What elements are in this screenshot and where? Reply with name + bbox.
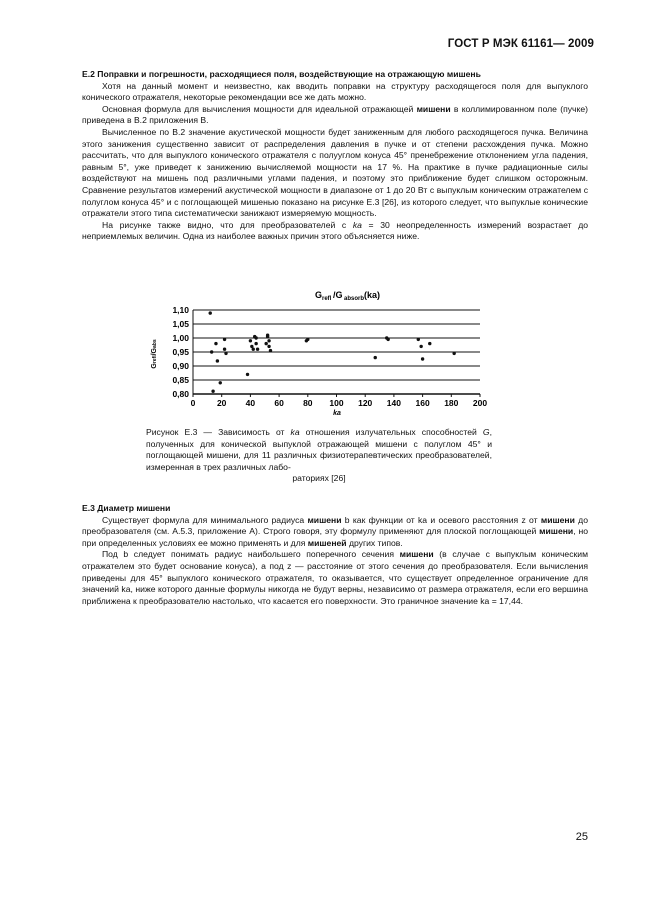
y-tick-label: 1,05 (172, 319, 189, 329)
x-tick-label: 180 (444, 398, 459, 408)
y-tick-label: 0,95 (172, 347, 189, 357)
data-point (254, 336, 257, 339)
text-run: = 30 неопределенность измерений возрастает до неприемлемых величин. Одна из наиболее важных причин этого объясняется ниже. (82, 219, 589, 242)
x-tick-label: 40 (245, 398, 256, 408)
x-axis-label: ka (333, 410, 341, 417)
svg-text:/G: /G (333, 290, 343, 300)
text-run: Существует формула для минимального радиуса (102, 514, 308, 525)
data-point (417, 338, 420, 341)
data-point (246, 373, 249, 376)
emphasis-term: мишени (416, 103, 451, 114)
emphasis-term: мишени (539, 526, 574, 537)
data-point (267, 345, 270, 348)
italic-term: G (482, 427, 490, 437)
text-run: до преобразователя (см. А.5.3, приложение А). Строго говоря, эту формулу применяют для плоской поглощающей (82, 514, 588, 537)
section-e3-paragraph-1 (82, 515, 588, 550)
data-point (264, 342, 267, 345)
y-axis-label: Grefl/Gabs (151, 339, 158, 369)
text-run: , но при определенных условиях ее можно применять и для (82, 526, 588, 548)
y-tick-label: 0,85 (172, 375, 189, 385)
data-point (266, 334, 269, 337)
svg-text:G: G (315, 290, 323, 300)
text-run: На рисунке также видно, что для преобразователей с (102, 219, 353, 230)
y-tick-label: 0,90 (172, 361, 189, 371)
svg-text:(ka): (ka) (364, 290, 381, 300)
scatter-chart (145, 282, 495, 420)
y-tick-label: 1,10 (172, 305, 189, 315)
section-e2-paragraph-2 (82, 104, 588, 127)
data-point (428, 342, 431, 345)
emphasis-term: мишени (307, 514, 342, 525)
data-point (267, 339, 270, 342)
y-tick-labels (172, 305, 189, 399)
section-e2 (82, 69, 588, 243)
svg-text:absorb: absorb (344, 296, 365, 302)
data-point (252, 348, 255, 351)
data-point (421, 357, 424, 360)
data-point (223, 338, 226, 341)
data-point (419, 345, 422, 348)
text-run: отношения излучательных способностей (299, 427, 483, 437)
emphasis-term: мишени (399, 549, 434, 560)
x-tick-label: 200 (472, 398, 488, 408)
text-run: (в случае с выпуклым коническим отражателем это будет основание конуса), а под z — расстояние от этого сечения до преобразователя. Если вычисления приведены для 45° выпуклого конического отражателя, то оказывается, что существует определенное ограничение для значений ka, ниже которого данные формулы никогда не будут верны, независимо от размера отражателя, если его вершина приближена к преобразователю настолько, что касается его поверхности. Это граничное значение ka = 17,44. (82, 549, 588, 606)
data-point (306, 338, 309, 341)
data-point (256, 348, 259, 351)
x-tick-label: 60 (274, 398, 284, 408)
section-e3-paragraph-2 (82, 549, 588, 607)
text-run: Рисунок Е.3 — Зависимость от (146, 427, 291, 437)
text-run: Основная формула для вычисления мощности для идеальной отражающей (102, 103, 417, 114)
chart-gridlines (193, 310, 480, 397)
data-point (210, 350, 213, 353)
x-tick-label: 100 (329, 398, 344, 408)
section-e2-paragraph-4 (82, 220, 588, 243)
text-run: других типов. (346, 537, 403, 548)
data-point (224, 352, 227, 355)
data-point (374, 356, 377, 359)
italic-term: ka (290, 427, 300, 437)
data-point (219, 381, 222, 384)
y-tick-label: 0,80 (172, 389, 189, 399)
text-run: , полученных для конической выпуклой отражающей мишени с полуглом 45° и поглощающей мишени, для 11 различных физиотерапевтических преобразователей, измеренная в трех различных лабо- (146, 427, 492, 472)
x-tick-label: 80 (303, 398, 313, 408)
svg-text:refl: refl (322, 296, 332, 302)
text-run: Под b следует понимать радиус наибольшего поперечного сечения (102, 549, 400, 560)
y-tick-label: 1,00 (172, 333, 189, 343)
emphasis-term: мишеней (307, 537, 347, 548)
data-point (386, 338, 389, 341)
x-tick-label: 20 (216, 398, 227, 408)
section-e3 (82, 503, 588, 607)
page-number: 25 (575, 831, 588, 843)
x-tick-label: 120 (358, 398, 373, 408)
data-point (269, 349, 272, 352)
x-tick-label: 0 (190, 398, 196, 408)
chart-title (315, 290, 380, 302)
section-e2-paragraph-1: Хотя на данный момент и неизвестно, как вводить поправки на структуру расходящегося поля для выпуклого конического отражателя, некоторые рекомендации все же дать можно. (82, 80, 588, 103)
data-point (223, 348, 226, 351)
italic-term: ka (352, 219, 362, 230)
x-tick-label: 140 (386, 398, 401, 408)
data-point (211, 390, 214, 393)
data-point (209, 311, 212, 314)
data-point (216, 359, 219, 362)
section-e2-paragraph-3: Вычисленное по В.2 значение акустической мощности будет заниженным для любого расходящегося пучка. Величина этого занижения существенно зависит от распределения давления в пучке и от степени расхождения пучка. Можно рассчитать, что для выпуклого конического отражателя с полууглом конуса 45° пренебрежение отклонением угла падения, равным 5°, уже приведет к занижению вычисляемой мощности на 17 %. На практике в пучке радиационные силы воздействуют на мишень под различными углами падения, и поэтому это приближение будет слишком осторожным. Сравнение результатов измерений акустической мощности в диапазоне от 1 до 20 Вт с выпуклым коническим отражателем с полуглом конуса 45° и с поглощающей мишенью показано на рисунке Е.3 [26], из которого следует, что выпуклые конические отражатели этого типа систематически занижают измеряемую мощность. (82, 126, 588, 219)
figure-caption (146, 427, 492, 485)
caption-last-line: раториях [26] (292, 473, 346, 484)
section-e2-title: Е.2 Поправки и погрешности, расходящиеся поля, воздействующие на отражающую мишень (82, 69, 481, 79)
x-tick-label: 160 (415, 398, 430, 408)
emphasis-term: мишени (540, 514, 575, 525)
data-point (254, 342, 257, 345)
data-point (214, 342, 217, 345)
text-run: в коллимированном поле (пучке) приведена в В.2 приложения В. (82, 103, 588, 126)
text-run: b как функции от ka и осевого расстояния z от (341, 514, 541, 525)
data-point (249, 339, 252, 342)
standard-header: ГОСТ Р МЭК 61161— 2009 (447, 38, 594, 50)
x-tick-labels (191, 398, 488, 408)
data-point (452, 352, 455, 355)
section-e3-title: Е.3 Диаметр мишени (82, 503, 171, 513)
